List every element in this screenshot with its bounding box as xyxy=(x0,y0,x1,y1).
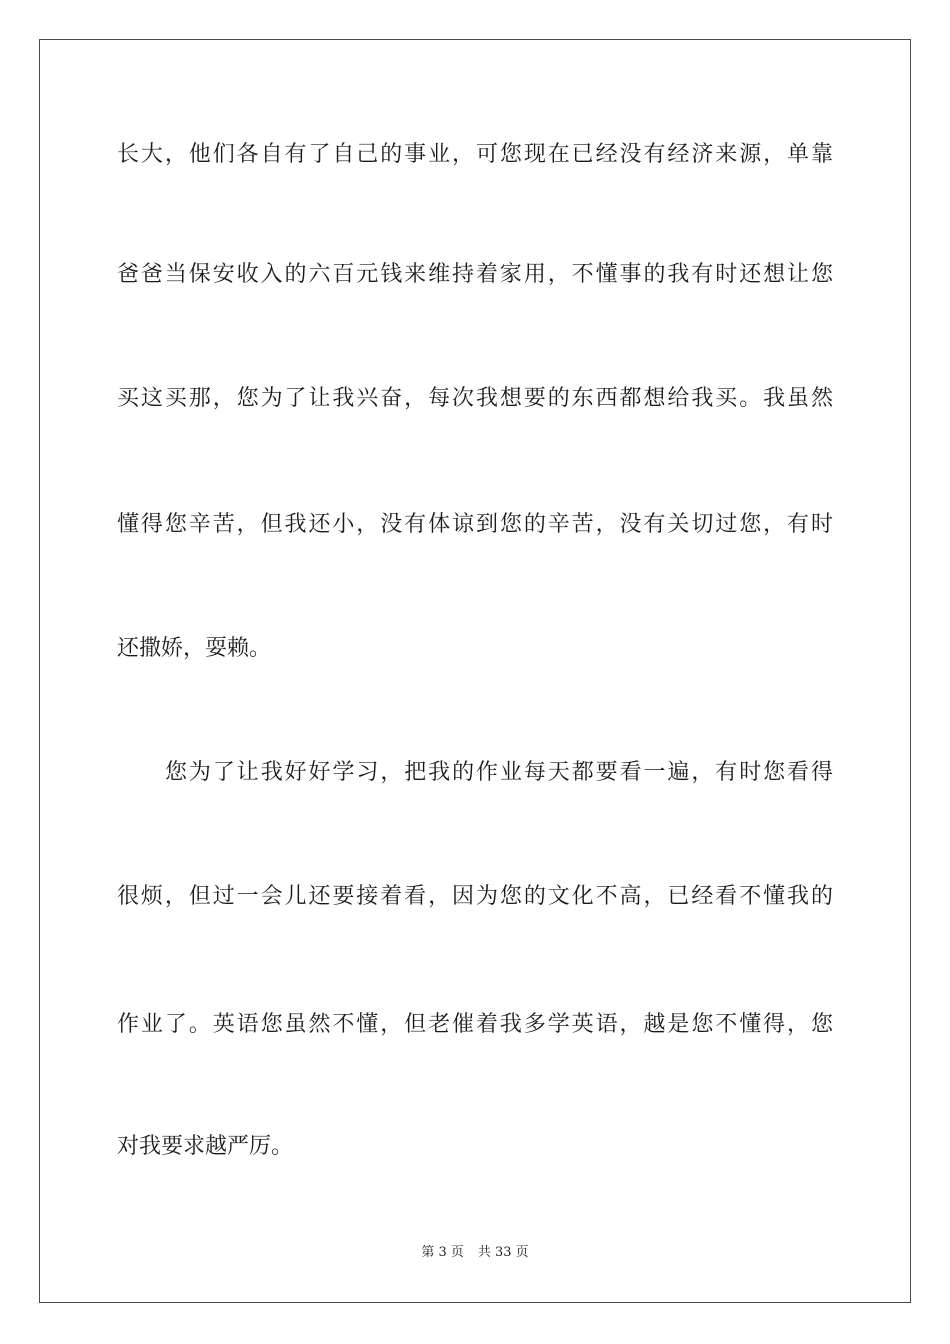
paragraph-line: 对我要求越严厉。 xyxy=(117,1134,294,1159)
paragraph-line-indented: 您为了让我好好学习，把我的作业每天都要看一遍，有时您看得 xyxy=(165,760,833,785)
paragraph-line: 长大，他们各自有了自己的事业，可您现在已经没有经济来源，单靠 xyxy=(117,142,833,167)
paragraph-line: 作业了。英语您虽然不懂，但老催着我多学英语，越是您不懂得，您 xyxy=(117,1012,833,1037)
paragraph-line: 还撒娇，耍赖。 xyxy=(117,636,272,661)
page-total: 共 33 页 xyxy=(477,1245,529,1260)
page-footer xyxy=(0,1244,950,1262)
page-border xyxy=(39,39,911,1303)
paragraph-line: 很烦，但过一会儿还要接着看，因为您的文化不高，已经看不懂我的 xyxy=(117,884,833,909)
paragraph-line: 懂得您辛苦，但我还小，没有体谅到您的辛苦，没有关切过您，有时 xyxy=(117,512,833,537)
paragraph-line: 爸爸当保安收入的六百元钱来维持着家用，不懂事的我有时还想让您 xyxy=(117,262,833,287)
page-number: 第 3 页 xyxy=(421,1245,464,1260)
paragraph-line: 买这买那，您为了让我兴奋，每次我想要的东西都想给我买。我虽然 xyxy=(117,386,833,411)
